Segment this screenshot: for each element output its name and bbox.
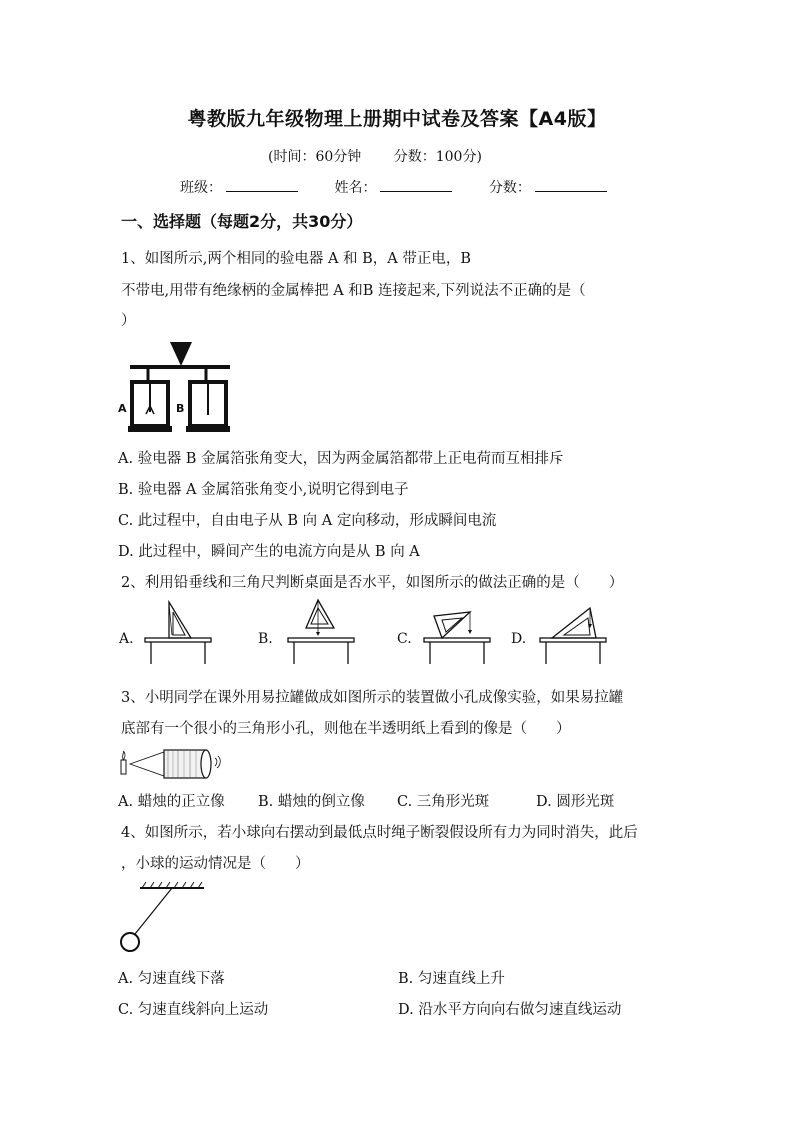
question-4-option-c[interactable]: C. 匀速直线斜向上运动: [118, 1002, 269, 1018]
question-3-option-b[interactable]: B. 蜡烛的倒立像: [258, 794, 365, 810]
question-4-option-b[interactable]: B. 匀速直线上升: [398, 971, 505, 987]
question-1-line-3: ）: [121, 313, 136, 329]
question-4-option-a[interactable]: A. 匀速直线下落: [118, 971, 225, 987]
question-4-line-1: 4、如图所示，若小球向右摆动到最低点时绳子断裂假设所有力为同时消失，此后: [121, 825, 638, 841]
question-2-figure-a-label[interactable]: A.: [119, 631, 134, 647]
section-title: 一、选择题（每题2分，共30分）: [121, 212, 363, 231]
question-2-figure-b-label[interactable]: B.: [258, 631, 273, 647]
question-3-line-2: 底部有一个很小的三角形小孔，则他在半透明纸上看到的像是（ ）: [121, 721, 571, 737]
electroscope-b-label: B: [176, 402, 185, 415]
question-3-option-c[interactable]: C. 三角形光斑: [397, 794, 490, 810]
level-figure-b: [286, 598, 358, 666]
question-4-option-d[interactable]: D. 沿水平方向向右做匀速直线运动: [398, 1002, 622, 1018]
name-blank[interactable]: [380, 177, 452, 192]
question-2-figure-d-label[interactable]: D.: [511, 631, 527, 647]
name-label: 姓名：: [334, 180, 377, 196]
question-1-option-a[interactable]: A. 验电器 B 金属箔张角变大，因为两金属箔都带上正电荷而互相排斥: [118, 451, 564, 467]
electroscope-figure: [118, 340, 233, 435]
level-figure-a: [143, 598, 215, 666]
score-label: 分数：: [488, 180, 531, 196]
question-1-option-c[interactable]: C. 此过程中，自由电子从 B 向 A 定向移动，形成瞬间电流: [118, 513, 497, 529]
pinhole-camera-figure: [118, 746, 228, 782]
question-1-line-1: 1、如图所示,两个相同的验电器 A 和 B，A 带正电，B: [121, 251, 472, 267]
score-field: [489, 180, 607, 196]
student-info: [180, 177, 639, 197]
question-3-option-a[interactable]: A. 蜡烛的正立像: [118, 794, 225, 810]
question-2-figure-c-label[interactable]: C.: [397, 631, 412, 647]
pendulum-figure: [116, 880, 211, 955]
class-blank[interactable]: [226, 177, 298, 192]
electroscope-a-label: A: [118, 402, 127, 415]
class-label: 班级：: [180, 180, 222, 196]
question-4-line-2: ，小球的运动情况是（ ）: [121, 856, 310, 872]
class-field: [180, 180, 298, 196]
question-2-line-1: 2、利用铅垂线和三角尺判断桌面是否水平，如图所示的做法正确的是（ ）: [121, 575, 624, 591]
question-1-line-2: 不带电,用带有绝缘柄的金属棒把 A 和B 连接起来,下列说法不正确的是（: [121, 283, 586, 299]
level-figure-c: [422, 598, 494, 666]
exam-meta: [268, 146, 510, 166]
name-field: [334, 180, 452, 196]
total-score-label: 分数：100分): [393, 149, 482, 165]
level-figure-d: [538, 598, 610, 666]
question-1-option-d[interactable]: D. 此过程中，瞬间产生的电流方向是从 B 向 A: [118, 544, 420, 560]
score-blank[interactable]: [535, 177, 607, 192]
time-label: (时间：60分钟: [268, 149, 362, 165]
question-1-option-b[interactable]: B. 验电器 A 金属箔张角变小,说明它得到电子: [118, 482, 409, 498]
question-3-line-1: 3、小明同学在课外用易拉罐做成如图所示的装置做小孔成像实验，如果易拉罐: [121, 690, 624, 706]
page-title: 粤教版九年级物理上册期中试卷及答案【A4版】: [187, 108, 607, 130]
question-3-option-d[interactable]: D. 圆形光斑: [536, 794, 615, 810]
